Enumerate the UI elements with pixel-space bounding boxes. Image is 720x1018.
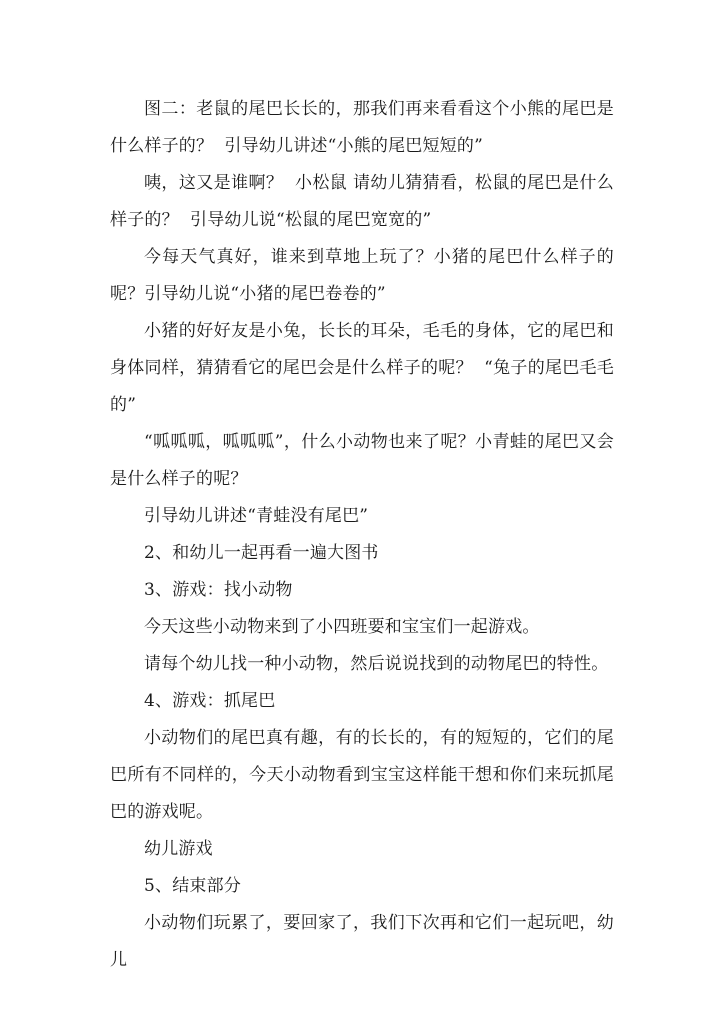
paragraph-2: 咦，这又是谁啊？ 小松鼠 请幼儿猜猜看，松鼠的尾巴是什么样子的？ 引导幼儿说“松鼠的尾巴宽宽的” (110, 173, 614, 230)
paragraph-9: 今天这些小动物来到了小四班要和宝宝们一起游戏。 (144, 617, 540, 637)
paragraph-15: 小动物们玩累了，要回家了，我们下次再和它们一起玩吧，幼儿 (110, 913, 614, 970)
paragraph-10: 请每个幼儿找一种小动物，然后说说找到的动物尾巴的特性。 (144, 654, 609, 674)
paragraph-12: 小动物们的尾巴真有趣，有的长长的，有的短短的，它们的尾巴所有不同样的，今天小动物看到宝宝这样能干想和你们来玩抓尾巴的游戏呢。 (110, 728, 614, 822)
paragraph-4: 小猪的好好友是小兔，长长的耳朵，毛毛的身体，它的尾巴和身体同样，猜猜看它的尾巴会是什么样子的呢？ “兔子的尾巴毛毛的” (110, 321, 614, 415)
paragraph-1: 图二：老鼠的尾巴长长的，那我们再来看看这个小熊的尾巴是什么样子的？ 引导幼儿讲述“小熊的尾巴短短的” (110, 99, 614, 156)
section-heading-2: 2、和幼儿一起再看一遍大图书 (144, 543, 379, 563)
paragraph-6: 引导幼儿讲述“青蛙没有尾巴” (144, 506, 369, 526)
section-heading-4: 4、游戏：抓尾巴 (144, 691, 276, 711)
section-heading-5: 5、结束部分 (144, 876, 242, 896)
paragraph-3: 今每天气真好，谁来到草地上玩了？小猪的尾巴什么样子的呢？引导幼儿说“小猪的尾巴卷卷的” (110, 247, 614, 304)
paragraph-5: “呱呱呱，呱呱呱”，什么小动物也来了呢？小青蛙的尾巴又会是什么样子的呢？ (110, 432, 614, 489)
section-heading-3: 3、游戏：找小动物 (144, 580, 293, 600)
document-body (110, 91, 614, 979)
paragraph-13: 幼儿游戏 (144, 839, 213, 859)
